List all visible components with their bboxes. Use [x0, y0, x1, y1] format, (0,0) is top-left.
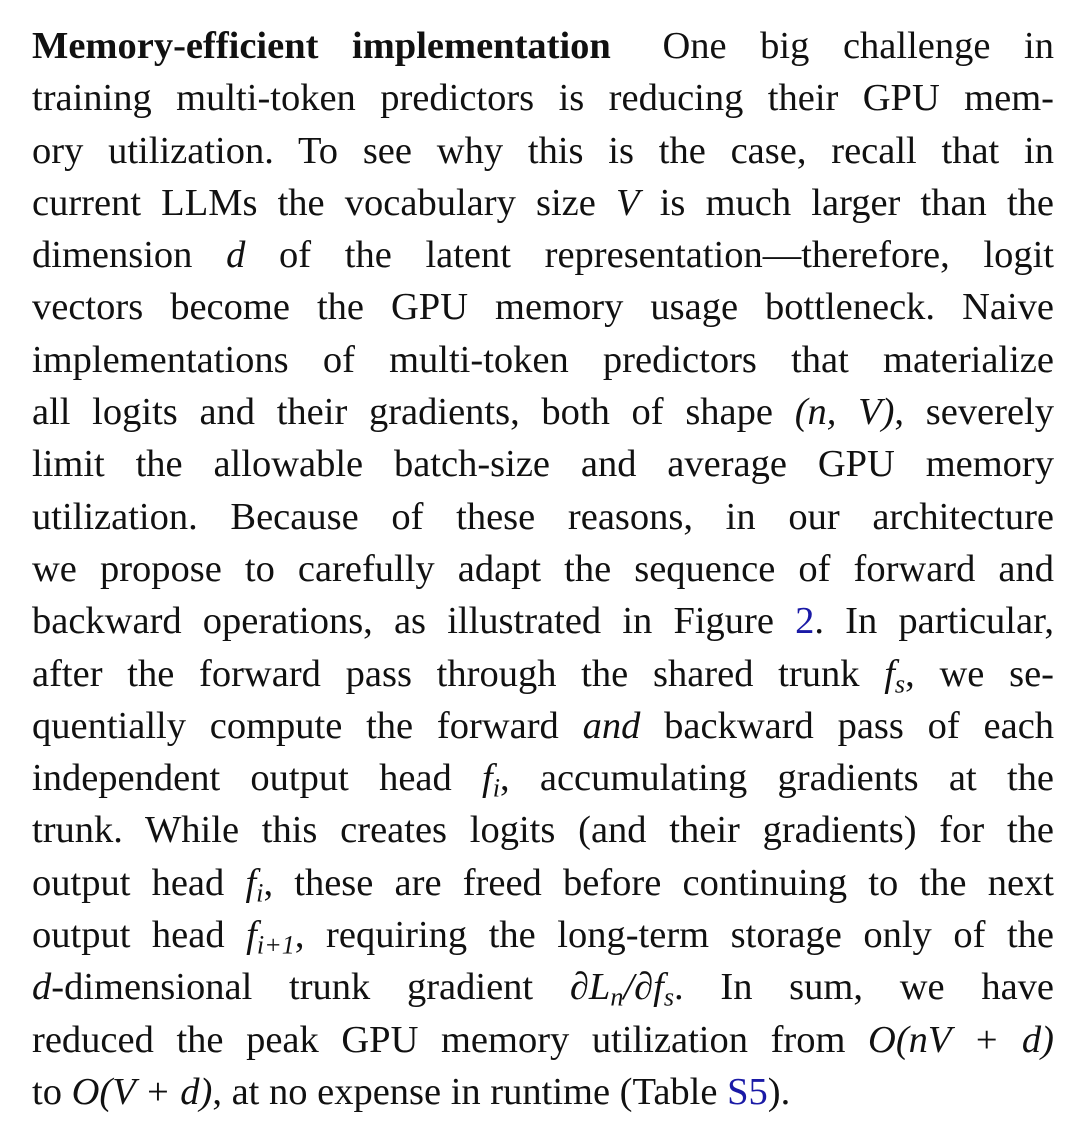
text-line-14: quentially compute the forward and backward pass of each: [32, 704, 1055, 747]
paragraph-heading: Memory-efficient implementation: [32, 25, 611, 67]
math-dimension: d: [226, 234, 246, 277]
math-vocab-size: V: [616, 181, 640, 224]
math-shared-trunk: $f_s$: [884, 652, 906, 699]
text-line-20: reduced the peak GPU memory utilization from O(nV + d): [32, 1018, 1055, 1061]
text-line-5: dimension d of the latent representation—therefore, logit: [32, 234, 1055, 277]
figure-link[interactable]: 2: [795, 600, 815, 643]
text-line-10: utilization. Because of these reasons, in our architecture: [32, 495, 1054, 538]
paragraph-memory-efficient-implementation: [32, 20, 1054, 1118]
text-line-12: backward operations, as illustrated in Figure 2. In particular,: [32, 600, 1054, 643]
text-line-13: after the forward pass through the shared trunk $f_s$, we se-: [32, 652, 1054, 699]
text-line-1: Memory-efficient implementation One big challenge in: [32, 25, 1055, 67]
text-line-16: trunk. While this creates logits (and their gradients) for the: [32, 809, 1054, 852]
text-line-3: ory utilization. To see why this is the case, recall that in: [32, 129, 1054, 172]
text-line-2: training multi-token predictors is reducing their GPU mem-: [32, 77, 1054, 120]
text-line-8: all logits and their gradients, both of shape (n, V), severely: [32, 391, 1055, 434]
math-complexity-after: O(V + d): [71, 1070, 213, 1113]
math-complexity-before: O(nV + d): [868, 1018, 1055, 1061]
math-shape: (n, V): [794, 391, 895, 434]
text-line-21: to O(V + d), at no expense in runtime (Table S5).: [32, 1070, 791, 1113]
text-line-7: implementations of multi-token predictors that materialize: [32, 338, 1054, 381]
emphasis-and: and: [582, 704, 641, 747]
table-link[interactable]: S5: [727, 1070, 768, 1113]
text-line-4: current LLMs the vocabulary size V is much larger than the: [32, 181, 1055, 224]
math-output-head-next: $f_{i+1}$: [246, 914, 295, 960]
text-line-19: d-dimensional trunk gradient $\partial L_n/\partial f_s$. In sum, we have: [32, 966, 1054, 1012]
text-line-11: we propose to carefully adapt the sequence of forward and: [32, 547, 1054, 590]
text-line-18: output head $f_{i+1}$, requiring the long-term storage only of the: [32, 914, 1054, 960]
text-line-9: limit the allowable batch-size and average GPU memory: [32, 443, 1054, 486]
math-output-head-i-2: $f_i$: [245, 861, 264, 908]
text-line-15: independent output head $f_i$, accumulating gradients at the: [32, 757, 1054, 803]
math-dimension-2: d: [32, 966, 52, 1009]
text-line-6: vectors become the GPU memory usage bottleneck. Naive: [32, 286, 1054, 329]
text-line-17: output head $f_i$, these are freed before continuing to the next: [32, 861, 1054, 908]
math-output-head-i: $f_i$: [482, 757, 500, 803]
math-trunk-gradient: $\partial L_n/\partial f_s$: [569, 966, 675, 1012]
